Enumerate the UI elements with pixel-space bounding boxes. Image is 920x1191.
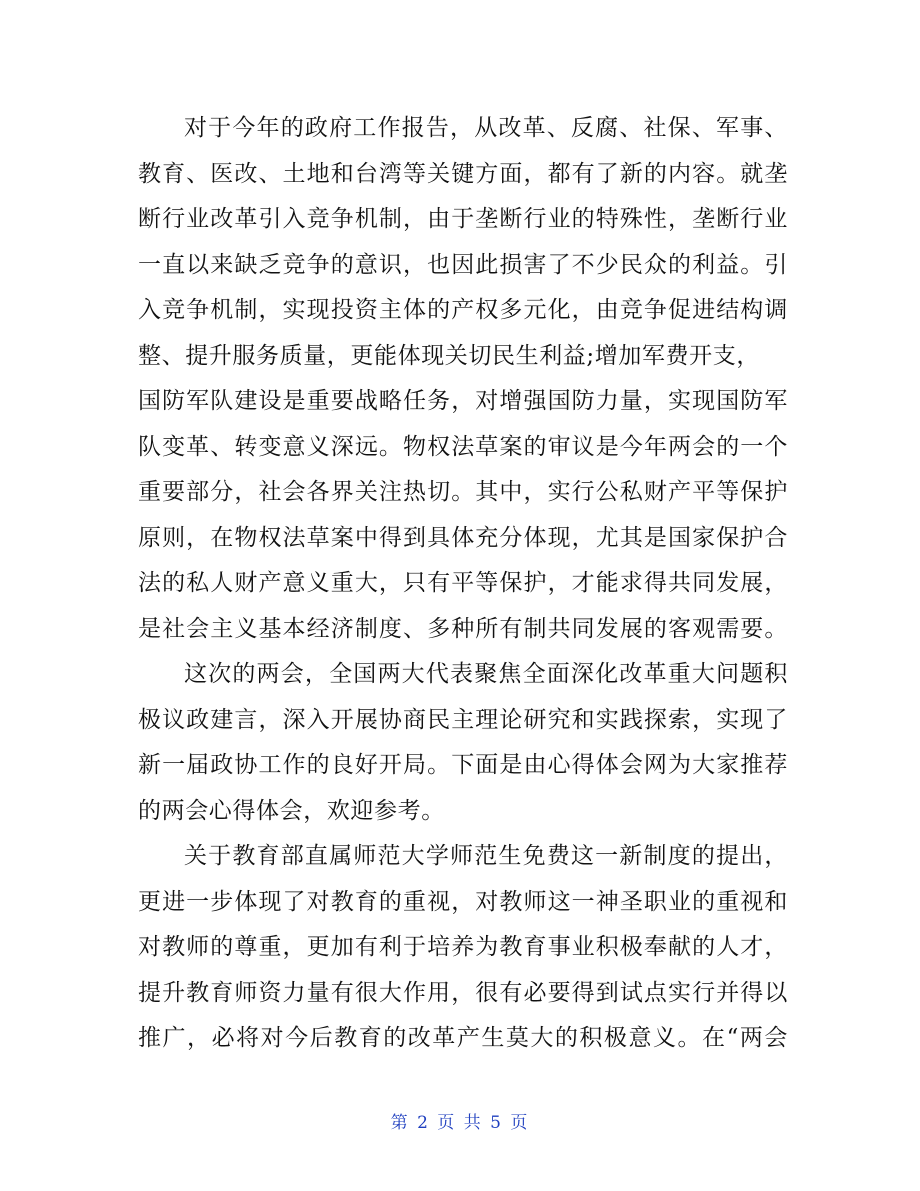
paragraph-2 <box>138 652 788 834</box>
text-line: 对于今年的政府工作报告，从改革、反腐、社保、军事、 <box>184 115 788 141</box>
body-text <box>138 106 788 1062</box>
text-line: 关于教育部直属师范大学师范生免费这一新制度的提出， <box>184 843 788 869</box>
text-line: 提升教育师资力量有很大作用，很有必要得到试点实行并得以 <box>138 979 788 1006</box>
text-line: 国防军队建设是重要战略任务，对增强国防力量，实现国防军 <box>138 388 788 414</box>
text-line: 一直以来缺乏竞争的意识，也因此损害了不少民众的利益。引 <box>138 251 788 278</box>
text-line: 断行业改革引入竞争机制，由于垄断行业的特殊性，垄断行业 <box>138 206 788 232</box>
paragraph-1 <box>138 106 788 652</box>
text-line: 的两会心得体会，欢迎参考。 <box>138 797 445 824</box>
text-line: 是社会主义基本经济制度、多种所有制共同发展的客观需要。 <box>138 615 788 642</box>
text-line: 整、提升服务质量，更能体现关切民生利益;增加军费开支， <box>138 342 760 369</box>
text-line: 法的私人财产意义重大，只有平等保护，才能求得共同发展， <box>138 570 788 596</box>
text-line: 更进一步体现了对教育的重视，对教师这一神圣职业的重视和 <box>138 888 788 915</box>
text-line: 教育、医改、土地和台湾等关键方面，都有了新的内容。就垄 <box>138 160 788 187</box>
text-line: 原则，在物权法草案中得到具体充分体现，尤其是国家保护合 <box>138 524 788 551</box>
text-line: 新一届政协工作的良好开局。下面是由心得体会网为大家推荐 <box>138 752 788 778</box>
text-line: 重要部分，社会各界关注热切。其中，实行公私财产平等保护 <box>138 479 788 505</box>
paragraph-3 <box>138 834 788 1062</box>
text-line: 队变革、转变意义深远。物权法草案的审议是今年两会的一个 <box>138 433 788 460</box>
text-line: 这次的两会，全国两大代表聚焦全面深化改革重大问题积 <box>184 661 788 687</box>
text-line: 对教师的尊重，更加有利于培养为教育事业积极奉献的人才， <box>138 934 788 960</box>
text-line: 极议政建言，深入开展协商民主理论研究和实践探索，实现了 <box>138 706 788 733</box>
page-number-footer: 第 2 页 共 5 页 <box>390 1113 530 1133</box>
text-line: 推广，必将对今后教育的改革产生莫大的积极意义。在“两会 <box>138 1025 788 1051</box>
text-line: 入竞争机制，实现投资主体的产权多元化，由竞争促进结构调 <box>138 297 788 323</box>
